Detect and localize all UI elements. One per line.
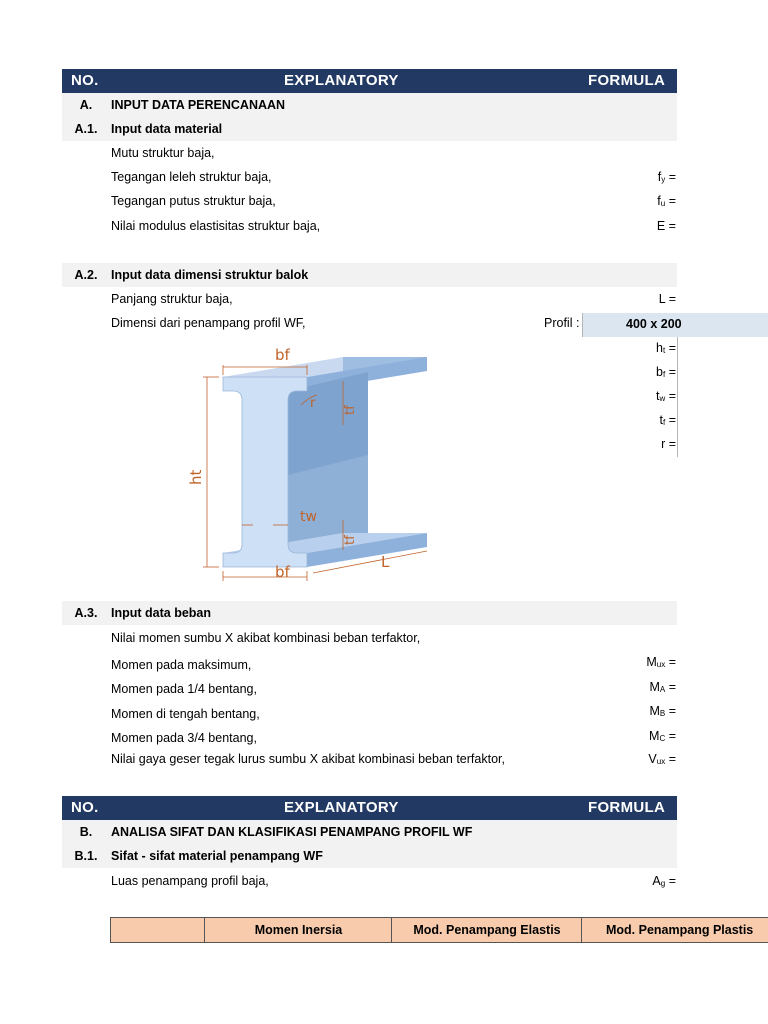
a2-title: Input data dimensi struktur balok — [111, 268, 309, 282]
row-text: Nilai gaya geser tegak lurus sumbu X akibat kombinasi beban terfaktor, — [111, 752, 505, 766]
table-header-cell — [110, 918, 205, 942]
symbol-fu: $f_u$ = — [657, 194, 676, 208]
row-text: Nilai momen sumbu X akibat kombinasi beban terfaktor, — [111, 631, 421, 645]
section-properties-table-header — [110, 917, 768, 943]
header-formula: FORMULA — [588, 799, 666, 816]
symbol-vux: $V_{ux}$ = — [648, 752, 676, 766]
table-header — [62, 796, 677, 820]
symbol-mux: $M_{ux}$ = — [646, 655, 676, 669]
a3-title: Input data beban — [111, 606, 211, 620]
label-bf-top: bf — [275, 346, 290, 364]
symbol-l: L = — [658, 292, 676, 306]
table-header-cell: Mod. Penampang Plastis — [581, 918, 702, 942]
row-text: Mutu struktur baja, — [111, 146, 215, 160]
cell-border — [677, 337, 678, 457]
header-formula: FORMULA — [588, 72, 666, 89]
profil-input-cell[interactable] — [582, 313, 768, 337]
label-tf-top: tf — [343, 405, 358, 415]
row-text: Momen pada maksimum, — [111, 658, 252, 672]
symbol-tf: $t_f$ = — [659, 413, 676, 427]
label-l: L — [381, 553, 390, 571]
row-text: Momen pada 1/4 bentang, — [111, 682, 257, 696]
section-b-no: B. — [79, 825, 93, 839]
header-no: NO. — [71, 799, 99, 816]
row-text: Luas penampang profil baja, — [111, 874, 269, 888]
section-b-title: ANALISA SIFAT DAN KLASIFIKASI PENAMPANG PROFIL WF — [111, 825, 473, 839]
wf-profile-figure — [187, 345, 439, 583]
a2-no: A.2. — [74, 268, 98, 282]
label-tf-bottom: tf — [343, 535, 358, 545]
table-header-cell: Momen Inersia — [204, 918, 392, 942]
label-r: r — [310, 396, 316, 411]
symbol-bf: $b_f$ = — [656, 365, 676, 379]
symbol-e: E = — [656, 219, 676, 233]
symbol-fy: $f_y$ = — [657, 170, 676, 184]
b1-no: B.1. — [74, 849, 98, 863]
profil-label: Profil : — [544, 316, 580, 330]
symbol-ht: $h_t$ = — [656, 341, 676, 355]
header-explanatory: EXPLANATORY — [284, 72, 399, 89]
row-text: Momen pada 3/4 bentang, — [111, 731, 257, 745]
profil-value[interactable]: 400 x 200 — [626, 317, 682, 331]
row-text: Tegangan putus struktur baja, — [111, 194, 276, 208]
symbol-ag: $A_g$ = — [652, 874, 676, 888]
label-bf-bottom: bf — [275, 563, 290, 581]
label-tw: tw — [300, 509, 317, 525]
header-explanatory: EXPLANATORY — [284, 799, 399, 816]
section-a-no: A. — [79, 98, 93, 112]
b1-title: Sifat - sifat material penampang WF — [111, 849, 323, 863]
table-header — [62, 69, 677, 93]
header-no: NO. — [71, 72, 99, 89]
a1-no: A.1. — [74, 122, 98, 136]
row-text: Panjang struktur baja, — [111, 292, 233, 306]
a3-no: A.3. — [74, 606, 98, 620]
row-text: Nilai modulus elastisitas struktur baja, — [111, 219, 321, 233]
symbol-r: r = — [661, 437, 676, 451]
row-text: Dimensi dari penampang profil WF, — [111, 316, 306, 330]
symbol-tw: $t_w$ = — [655, 389, 676, 403]
section-a-title: INPUT DATA PERENCANAAN — [111, 98, 286, 112]
row-text: Momen di tengah bentang, — [111, 707, 260, 721]
symbol-mc: $M_C$ = — [649, 729, 676, 743]
symbol-ma: $M_A$ = — [649, 680, 676, 694]
table-header-cell: Mod. Penampang Elastis — [391, 918, 582, 942]
label-ht: ht — [187, 469, 205, 485]
a1-title: Input data material — [111, 122, 223, 136]
row-text: Tegangan leleh struktur baja, — [111, 170, 272, 184]
symbol-mb: $M_B$ = — [649, 704, 676, 718]
